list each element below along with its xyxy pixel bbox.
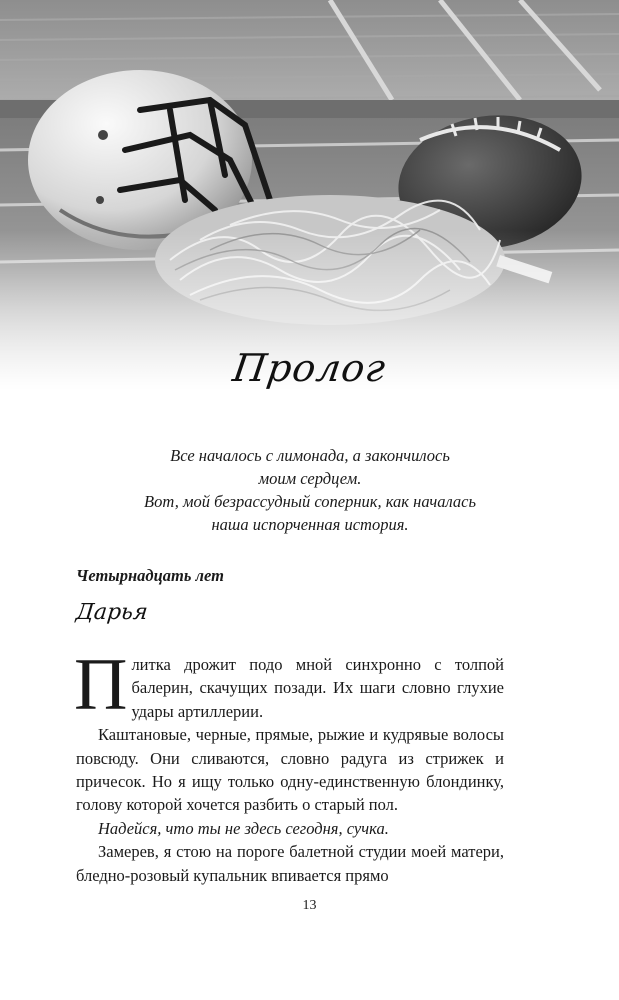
epigraph-line: наша испорченная история. bbox=[211, 515, 409, 534]
epigraph-line: Вот, мой безрассудный соперник, как началась bbox=[144, 492, 476, 511]
epigraph-line: моим сердцем. bbox=[258, 469, 362, 488]
paragraph: Каштановые, черные, прямые, рыжие и кудрявые волосы повсюду. Они сливаются, словно радуга из стрижек и причесок. Но я ищу только одну-единственную блондинку, голову которой хочется разбить о старый пол. bbox=[76, 725, 504, 815]
paragraph bbox=[74, 644, 504, 726]
chapter-title: Пролог bbox=[230, 346, 389, 390]
paragraph-text: литка дрожит подо мной синхронно с толпой балерин, скачущих позади. Их шаги словно глухие удары артиллерии. bbox=[131, 655, 504, 721]
paragraph: Замерев, я стою на пороге балетной студии моей матери, бледно-розовый купальник впивается прямо bbox=[76, 842, 504, 885]
header-illustration bbox=[0, 0, 619, 390]
body-text bbox=[74, 644, 504, 887]
pov-character-name: Дарья bbox=[74, 600, 149, 625]
epigraph-line: Все началось с лимонада, а закончилось bbox=[170, 446, 450, 465]
paragraph-italic: Надейся, что ты не здесь сегодня, сучка. bbox=[98, 818, 389, 838]
drop-cap: П bbox=[74, 644, 126, 726]
page-number: 13 bbox=[302, 898, 317, 913]
section-heading: Четырнадцать лет bbox=[76, 566, 224, 585]
epigraph bbox=[60, 444, 560, 536]
